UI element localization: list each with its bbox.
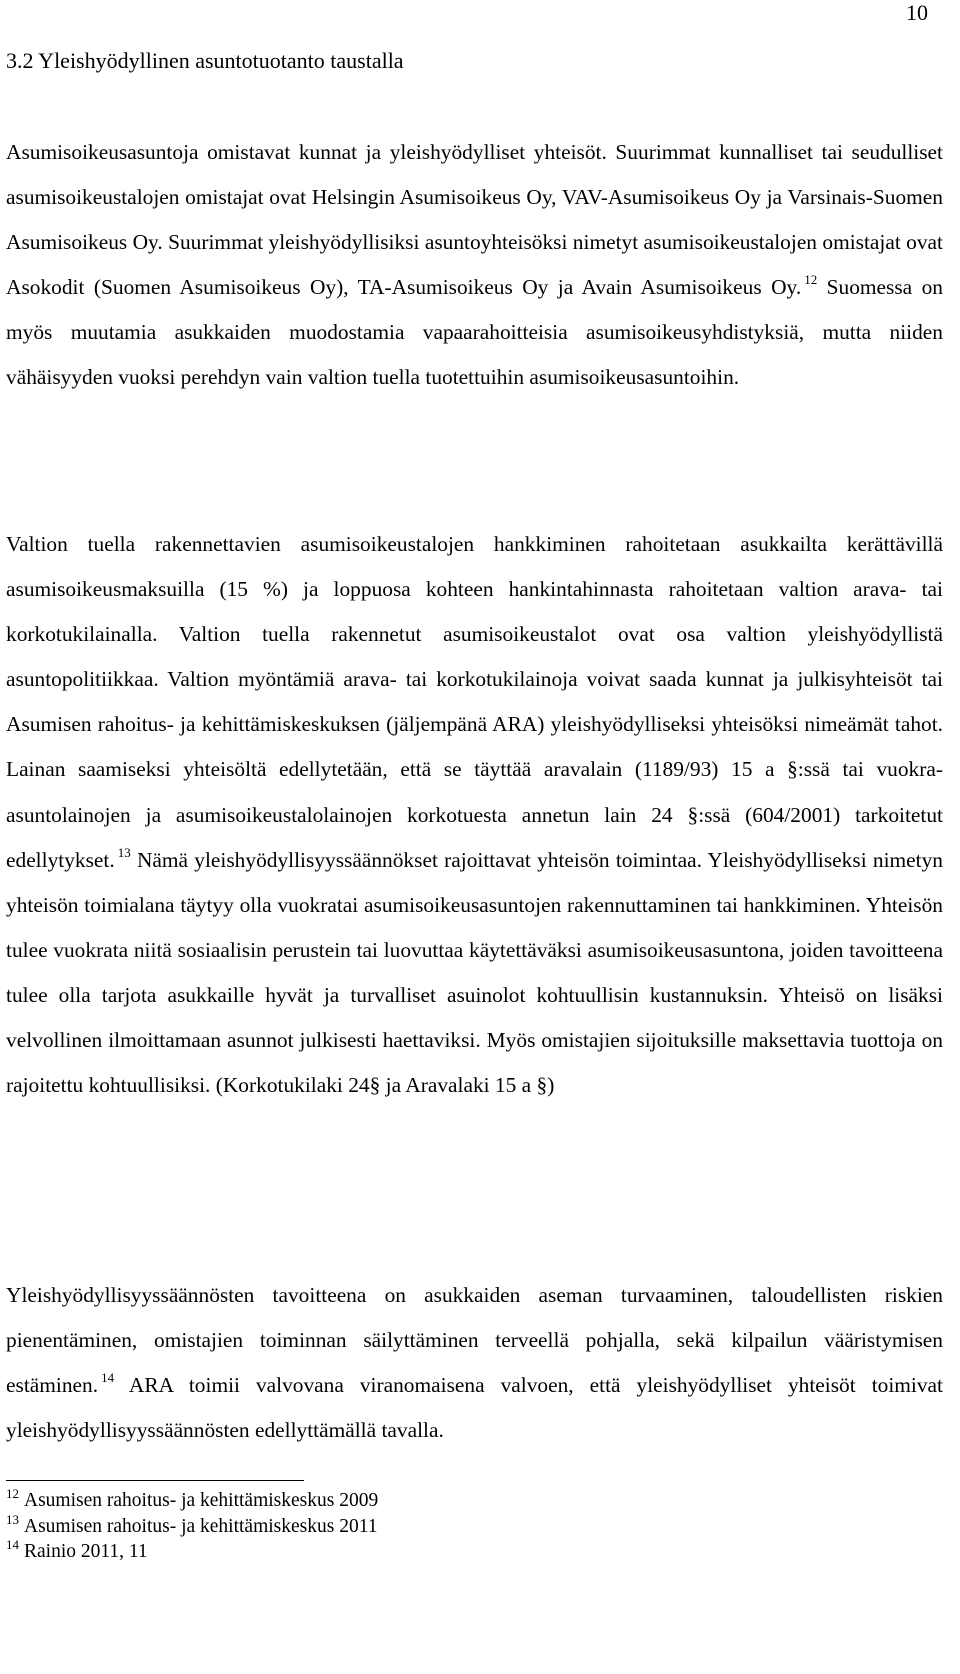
body-paragraph	[6, 130, 943, 401]
body-paragraph	[6, 522, 943, 1108]
footnote-number: 12	[6, 1486, 19, 1501]
footnote	[6, 1511, 906, 1540]
footnote-text: Asumisen rahoitus- ja kehittämiskeskus 2011	[24, 1515, 378, 1537]
paragraph-text: Asumisoikeusasuntoja omistavat kunnat ja yleishyödylliset yhteisöt. Suurimmat kunnalliset tai seudulliset asumisoikeustalojen omistajat ovat Helsingin Asumisoikeus Oy, VAV-Asumisoikeus Oy ja Varsinais-Suomen Asumisoikeus Oy. Suurimmat yleishyödyllisiksi asuntoyhteisöksi nimetyt asumisoikeustalojen omistajat ovat Asokodit (Suomen Asumisoikeus Oy), TA-Asumisoikeus Oy ja Avain Asumisoikeus Oy.	[6, 140, 943, 300]
footnote-separator	[6, 1480, 304, 1481]
footnotes	[6, 1488, 906, 1565]
footnote	[6, 1539, 906, 1565]
section-heading: 3.2 Yleishyödyllinen asuntotuotanto taustalla	[6, 48, 404, 73]
footnote-number: 14	[6, 1537, 19, 1552]
paragraph-text: Yleishyödyllisyyssäännösten tavoitteena on asukkaiden aseman turvaaminen, taloudellisten riskien pienentäminen, omistajien toiminnan säilyttäminen terveellä pohjalla, sekä kilpailun vääristymisen estäminen.	[6, 1283, 943, 1398]
footnote	[6, 1488, 906, 1514]
paragraph-text: Suomessa on myös muutamia asukkaiden muodostamia vapaarahoitteisia asumisoikeusyhdistyksiä, mutta niiden vähäisyyden vuoksi perehdyn vain valtion tuella tuotettuihin asumisoikeusasuntoihin.	[6, 275, 943, 390]
paragraph-text: ARA toimii valvovana viranomaisena valvoen, että yleishyödylliset yhteisöt toimivat yleishyödyllisyyssäännösten edellyttämällä tavalla.	[6, 1373, 943, 1443]
body-paragraph	[6, 1273, 943, 1453]
footnote-reference: 14	[101, 1370, 115, 1386]
paragraph-text: Valtion tuella rakennettavien asumisoikeustalojen hankkiminen rahoitetaan asukkailta kerättävillä asumisoikeusmaksuilla (15 %) ja loppuosa kohteen hankintahinnasta rahoitetaan valtion arava- tai korkotukilainalla. Valtion tuella rakennetut asumisoikeustalot ovat osa valtion yleishyödyllistä asuntopolitiikkaa. Valtion myöntämiä arava- tai korkotukilainoja voivat saada kunnat ja julkisyhteisöt tai Asumisen rahoitus- ja kehittämiskeskuksen (jäljempänä ARA) yleishyödylliseksi yhteisöksi nimeämät tahot. Lainan saamiseksi yhteisöltä edellytetään, että se täyttää aravalain (1189/93) 15 a §:ssä tai vuokra-asuntolainojen ja asumisoikeustalolainojen korkotuesta annetun lain 24 §:ssä (604/2001) tarkoitetut edellytykset.	[6, 532, 943, 872]
footnote-reference: 13	[117, 844, 131, 860]
footnote-number: 13	[6, 1511, 19, 1527]
footnote-text: Rainio 2011, 11	[24, 1541, 148, 1562]
footnote-text: Asumisen rahoitus- ja kehittämiskeskus 2009	[24, 1490, 379, 1511]
paragraph-text: Nämä yleishyödyllisyyssäännökset rajoittavat yhteisön toimintaa. Yleishyödylliseksi nimetyn yhteisön toimialana täytyy olla vuokratai asumisoikeusasuntojen rakennuttaminen tai hankkiminen. Yhteisön tulee vuokrata niitä sosiaalisin perustein tai luovuttaa käytettäväksi asumisoikeusasuntona, joiden tavoitteena tulee olla tarjota asukkaille hyvät ja turvalliset asuinolot kohtuullisin kustannuksin. Yhteisö on lisäksi velvollinen ilmoittamaan asunnot julkisesti haettaviksi. Myös omistajien sijoituksille maksettavia tuottoja on rajoitettu kohtuullisiksi. (Korkotukilaki 24§ ja Aravalaki 15 a §)	[6, 847, 943, 1098]
footnote-reference: 12	[804, 272, 818, 288]
page-number: 10	[906, 0, 928, 25]
